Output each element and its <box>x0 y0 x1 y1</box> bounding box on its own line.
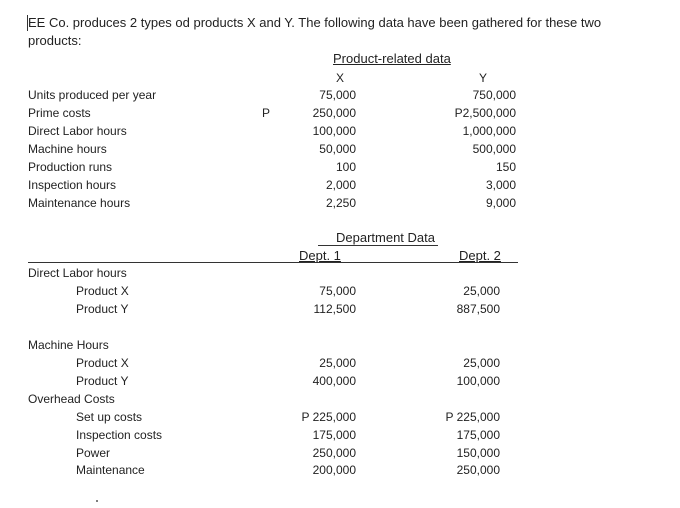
dept-2-header: Dept. 2 <box>459 248 501 263</box>
product-row-label: Inspection hours <box>28 178 117 192</box>
product-row-x: 250,000 <box>312 106 356 120</box>
dept-row-d1: 400,000 <box>312 374 356 388</box>
dept-1-header: Dept. 1 <box>299 248 341 263</box>
dept-row-d1: 250,000 <box>312 446 356 460</box>
product-col-y-header: Y <box>478 71 487 85</box>
product-row-x: 2,000 <box>325 178 356 192</box>
product-row-y: 150 <box>495 160 516 174</box>
product-row-x: 75,000 <box>319 88 356 102</box>
product-col-x-header: X <box>335 71 344 85</box>
department-section-title: Department Data <box>336 230 435 245</box>
product-row-y: P2,500,000 <box>454 106 516 120</box>
dept-row-d1: 200,000 <box>312 463 356 477</box>
machine-hours-heading: Machine Hours <box>28 338 109 352</box>
product-row-label: Direct Labor hours <box>28 124 127 138</box>
dept-row-d2: 175,000 <box>456 428 500 442</box>
dept-row-d2: P 225,000 <box>445 410 500 424</box>
dept-row-label: Product X <box>76 284 129 298</box>
overhead-costs-heading: Overhead Costs <box>28 392 115 406</box>
department-header-rule <box>28 262 518 263</box>
dept-row-d1: P 225,000 <box>301 410 356 424</box>
dept-row-d1: 25,000 <box>319 356 356 370</box>
product-row-label: Maintenance hours <box>28 196 131 210</box>
product-row-y: 500,000 <box>472 142 516 156</box>
dept-row-d2: 150,000 <box>456 446 500 460</box>
dept-row-d1: 75,000 <box>319 284 356 298</box>
dept-row-label: Power <box>76 446 111 460</box>
dept-row-label: Inspection costs <box>76 428 163 442</box>
currency-marker: P <box>262 106 271 120</box>
product-row-label: Production runs <box>28 160 113 174</box>
product-row-x: 2,250 <box>325 196 356 210</box>
dept-row-label: Product Y <box>76 302 129 316</box>
product-row-x: 100,000 <box>312 124 356 138</box>
dept-row-label: Set up costs <box>76 410 143 424</box>
product-section-title: Product-related data <box>333 51 451 66</box>
department-title-underline <box>318 245 438 246</box>
dept-row-label: Maintenance <box>76 463 145 477</box>
product-row-x: 50,000 <box>319 142 356 156</box>
product-row-label: Units produced per year <box>28 88 157 102</box>
product-row-label: Prime costs <box>28 106 91 120</box>
dept-row-d2: 100,000 <box>456 374 500 388</box>
stray-dot <box>96 500 98 502</box>
dept-row-d2: 250,000 <box>456 463 500 477</box>
dept-row-d2: 25,000 <box>463 356 500 370</box>
product-row-y: 3,000 <box>485 178 516 192</box>
dept-row-d1: 175,000 <box>312 428 356 442</box>
product-row-label: Machine hours <box>28 142 107 156</box>
dept-row-d2: 25,000 <box>463 284 500 298</box>
intro-line-2: products: <box>28 33 82 48</box>
product-row-y: 750,000 <box>472 88 516 102</box>
product-row-x: 100 <box>335 160 356 174</box>
dept-row-label: Product X <box>76 356 129 370</box>
direct-labor-heading: Direct Labor hours <box>28 266 127 280</box>
product-row-y: 9,000 <box>485 196 516 210</box>
dept-row-d2: 887,500 <box>456 302 500 316</box>
intro-line-1: EE Co. produces 2 types od products X and Y. The following data have been gathered for these two <box>28 15 602 30</box>
dept-row-d1: 112,500 <box>313 302 356 316</box>
dept-row-label: Product Y <box>76 374 129 388</box>
product-row-y: 1,000,000 <box>462 124 516 138</box>
